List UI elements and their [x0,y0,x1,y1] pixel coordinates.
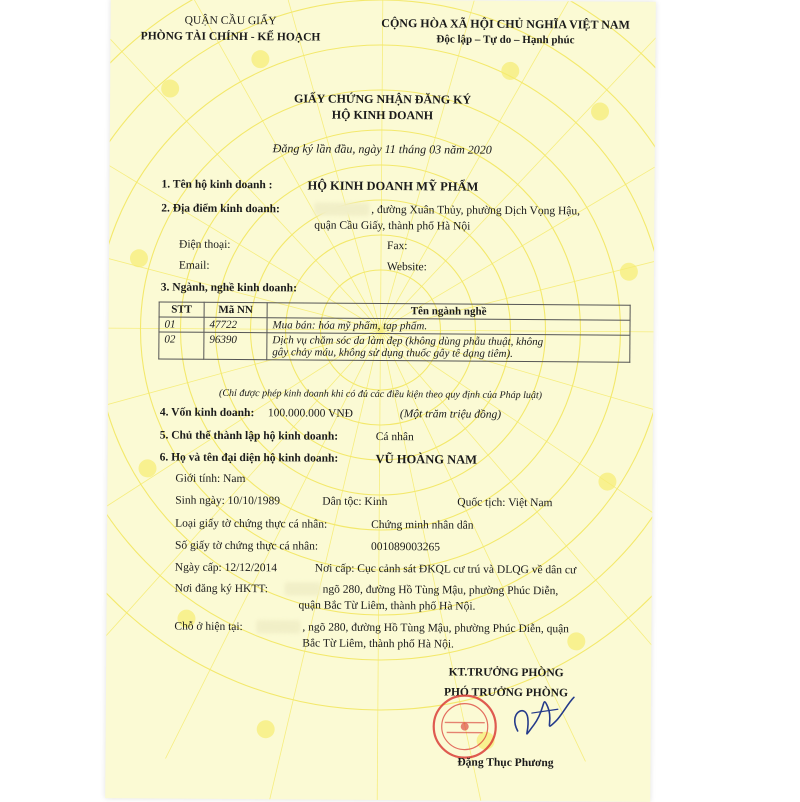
id-number-value: 001089003265 [370,540,441,554]
business-address-line2: quận Cầu Giấy, thành phố Hà Nội [314,219,471,233]
certificate-subtitle: HỘ KINH DOANH [331,107,434,123]
hktt-label: Nơi đăng ký HKTT: [174,582,269,596]
business-lines-table [158,301,630,362]
website-label: Website: [386,261,427,274]
row-code: 96390 [204,332,267,359]
email-label: Email: [178,259,210,272]
section4-label: 4. Vốn kinh doanh: [159,406,255,420]
gender: Giới tính: Nam [175,472,246,486]
row-stt: 02 [159,332,204,359]
header-motto: Độc lập – Tự do – Hạnh phúc [436,33,575,47]
representative-name: VŨ HOÀNG NAM [375,451,478,467]
row-name-line1: Dịch vụ chăm sóc da làm đẹp (không dùng phẫu thuật, không [272,334,544,349]
row-stt: 01 [159,317,204,332]
handwritten-signature [498,673,578,744]
founder-type: Cá nhân [375,430,414,444]
redacted-hktt [285,582,321,595]
table-header-stt: STT [159,302,204,317]
row-name-line1: Mua bán: hóa mỹ phẩm, tạp phẩm. [272,319,428,333]
phone-label: Điện thoại: [179,238,231,251]
section2-label: 2. Địa điểm kinh doanh: [161,202,280,216]
birth-date: Sinh ngày: 10/10/1989 [175,494,281,508]
issue-date: Ngày cấp: 12/12/2014 [174,561,278,575]
hktt-line2: quận Bắc Từ Liêm, thành phố Hà Nội. [298,599,476,613]
current-address-label: Chỗ ở hiện tại: [174,620,243,634]
business-name: HỘ KINH DOANH MỸ PHẨM [307,178,479,194]
capital-amount: 100.000.000 VNĐ [267,407,354,420]
header-district: QUẬN CẦU GIẤY [184,14,277,28]
official-seal-stamp [430,692,498,760]
fax-label: Fax: [387,240,408,253]
header-department: PHÒNG TÀI CHÍNH - KẾ HOẠCH [140,30,321,44]
signer-title-2: PHÓ TRƯỞNG PHÒNG [443,686,568,700]
nationality: Quốc tịch: Việt Nam [457,496,553,510]
conditions-note: (Chỉ được phép kinh doanh khi có đủ các điều kiện theo quy định của Pháp luật) [219,387,543,402]
row-code: 47722 [204,317,267,332]
section6-label: 6. Họ và tên đại diện hộ kinh doanh: [159,451,339,465]
certificate-page [105,0,656,802]
registration-date: Đăng ký lần đầu, ngày 11 tháng 03 năm 2020 [272,141,492,157]
table-header-name: Tên ngành nghề [267,303,630,321]
table-header-code: Mã NN [204,302,267,317]
current-address-line1: , ngõ 280, đường Hồ Tùng Mậu, phường Phúc Diễn, quận [302,621,569,636]
current-address-line2: Bắc Từ Liêm, thành phố Hà Nội. [302,637,454,651]
redacted-current [256,620,300,633]
hktt-line1: ngõ 280, đường Hồ Tùng Mậu, phường Phúc Diễn, [322,583,559,598]
id-type-label: Loại giấy tờ chứng thực cá nhân: [175,517,328,531]
redacted-address [314,203,369,216]
section1-label: 1. Tên hộ kinh doanh : [161,178,273,192]
ethnicity: Dân tộc: Kinh [322,495,388,509]
signer-name: Đặng Thục Phương [457,756,554,770]
row-name [267,333,630,363]
capital-amount-words: (Một trăm triệu đồng) [399,408,502,421]
section3-label: 3. Ngành, nghề kinh doanh: [160,281,297,295]
id-number-label: Số giấy tờ chứng thực cá nhân: [174,539,319,553]
issue-place: Nơi cấp: Cục cảnh sát ĐKQL cư trú và DLQG về dân cư [314,562,577,577]
header-country: CỘNG HÒA XÃ HỘI CHỦ NGHĨA VIỆT NAM [381,15,630,32]
id-type-value: Chứng minh nhân dân [371,518,474,532]
section5-label: 5. Chủ thể thành lập hộ kinh doanh: [159,429,339,443]
table-row [159,332,630,362]
business-address-line1: , đường Xuân Thủy, phường Dịch Vọng Hậu, [371,203,581,218]
signer-title-1: KT.TRƯỞNG PHÒNG [448,666,564,680]
row-name-line2: gây chảy máu, không sử dụng thuốc gây tê dạng tiêm). [272,346,513,360]
certificate-title: GIẤY CHỨNG NHẬN ĐĂNG KÝ [293,91,472,107]
